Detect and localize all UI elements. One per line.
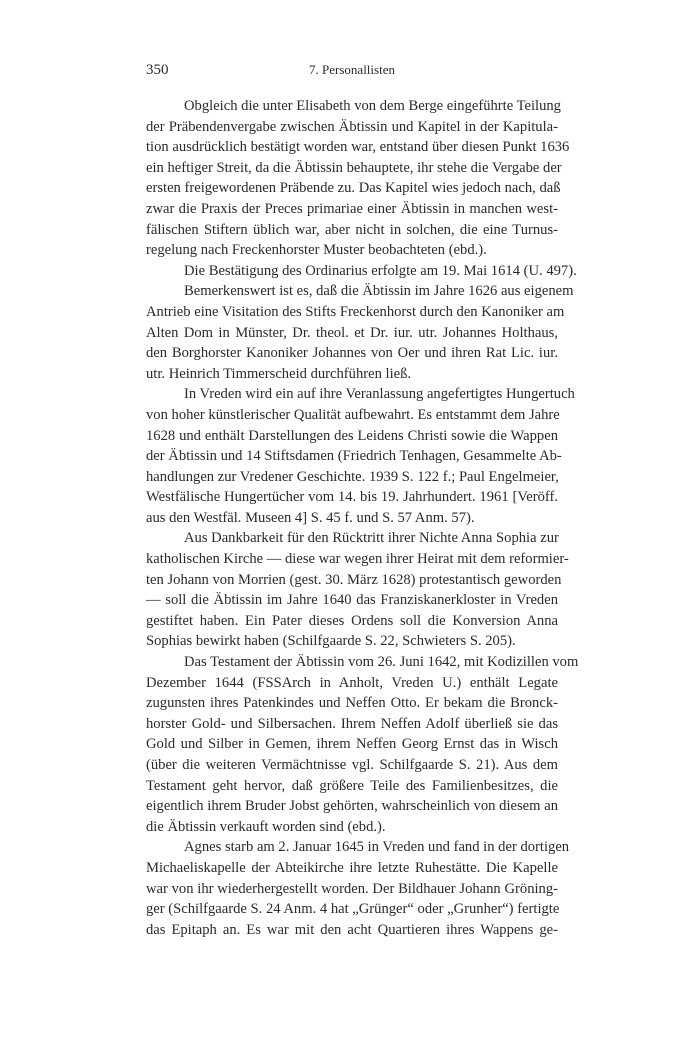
text-line: 1628 und enthält Darstellungen des Leidens Christi sowie die Wappen bbox=[146, 427, 558, 444]
body-text bbox=[146, 96, 579, 940]
text-line: Dezember 1644 (FSSArch in Anholt, Vreden U.) enthält Legate bbox=[146, 674, 558, 691]
text-line: utr. Heinrich Timmerscheid durchführen ließ. bbox=[146, 365, 412, 382]
text-line: ein heftiger Streit, da die Äbtissin behauptete, ihr stehe die Vergabe der bbox=[146, 159, 562, 176]
text-line: die Äbtissin verkauft worden sind (ebd.). bbox=[146, 818, 386, 835]
text-line: Agnes starb am 2. Januar 1645 in Vreden und fand in der dortigen bbox=[184, 839, 570, 856]
text-line: regelung nach Freckenhorster Muster beobachteten (ebd.). bbox=[146, 242, 487, 259]
text-line: (über die weiteren Vermächtnisse vgl. Schilfgaarde S. 21). Aus dem bbox=[146, 757, 558, 773]
text-line: Antrieb eine Visitation des Stifts Freckenhorst durch den Kanoniker am bbox=[146, 303, 565, 320]
text-line: Obgleich die unter Elisabeth von dem Berge eingeführte Teilung bbox=[184, 98, 561, 114]
text-line: zwar die Praxis der Preces primariae einer Äbtissin in manchen west- bbox=[146, 200, 558, 217]
text-line: Michaeliskapelle der Abteikirche ihre letzte Ruhestätte. Die Kapelle bbox=[146, 859, 558, 876]
text-line: zugunsten ihres Patenkindes und Neffen Otto. Er bekam die Bronck- bbox=[146, 695, 558, 712]
text-line: gestiftet haben. Ein Pater dieses Ordens soll die Konversion Anna bbox=[146, 612, 558, 629]
text-line: Alten Dom in Münster, Dr. theol. et Dr. iur. utr. Johannes Holthaus, bbox=[146, 324, 558, 341]
text-line: handlungen zur Vredener Geschichte. 1939 S. 122 f.; Paul Engelmeier, bbox=[146, 468, 559, 485]
text-line: war von ihr wiederhergestellt worden. Der Bildhauer Johann Gröning- bbox=[146, 880, 558, 897]
text-line: Sophias bewirkt haben (Schilfgaarde S. 22, Schwieters S. 205). bbox=[146, 633, 516, 650]
text-line: Gold und Silber in Gemen, ihrem Neffen Georg Ernst das in Wisch bbox=[146, 736, 558, 753]
text-line: Aus Dankbarkeit für den Rücktritt ihrer Nichte Anna Sophia zur bbox=[184, 530, 559, 547]
text-line: — soll die Äbtissin im Jahre 1640 das Franziskanerkloster in Vreden bbox=[146, 592, 558, 609]
text-line: Bemerkenswert ist es, daß die Äbtissin im Jahre 1626 aus eigenem bbox=[184, 283, 574, 300]
text-line: ger (Schilfgaarde S. 24 Anm. 4 hat „Grünger“ oder „Grunher“) fertigte bbox=[146, 901, 560, 918]
running-title: 7. Personallisten bbox=[309, 62, 395, 77]
text-line: Westfälische Hungertücher vom 14. bis 19. Jahrhundert. 1961 [Veröff. bbox=[146, 489, 558, 506]
text-line: Testament geht hervor, daß größere Teile des Familienbesitzes, die bbox=[146, 777, 558, 794]
text-line: tion ausdrücklich bestätigt worden war, entstand über diesen Punkt 1636 bbox=[146, 139, 570, 156]
text-line: ten Johann von Morrien (gest. 30. März 1628) protestantisch geworden bbox=[146, 571, 562, 588]
text-line: In Vreden wird ein auf ihre Veranlassung angefertigtes Hungertuch bbox=[184, 386, 575, 403]
text-line: fälischen Stiftern üblich war, aber nicht in solchen, die eine Turnus- bbox=[146, 221, 558, 238]
page-header bbox=[146, 62, 558, 82]
text-line: aus den Westfäl. Museen 4] S. 45 f. und S. 57 Anm. 57). bbox=[146, 509, 475, 526]
text-line: Das Testament der Äbtissin vom 26. Juni 1642, mit Kodizillen vom bbox=[184, 654, 579, 671]
text-line: Die Bestätigung des Ordinarius erfolgte am 19. Mai 1614 (U. 497). bbox=[184, 262, 577, 279]
text-line: ersten freigewordenen Präbende zu. Das Kapitel wies jedoch nach, daß bbox=[146, 180, 561, 197]
text-line: der Äbtissin und 14 Stiftsdamen (Friedrich Tenhagen, Gesammelte Ab- bbox=[146, 448, 562, 465]
text-line: eigentlich ihrem Bruder Jobst gehörten, wahrscheinlich von diesem an bbox=[146, 798, 558, 815]
page-number: 350 bbox=[146, 62, 169, 78]
text-line: katholischen Kirche — diese war wegen ihrer Heirat mit dem reformier- bbox=[146, 551, 569, 568]
text-line: der Präbendenvergabe zwischen Äbtissin und Kapitel in der Kapitula- bbox=[146, 118, 558, 135]
text-line: von hoher künstlerischer Qualität aufbewahrt. Es entstammt dem Jahre bbox=[146, 406, 560, 423]
text-line: horster Gold- und Silbersachen. Ihrem Neffen Adolf überließ sie das bbox=[146, 715, 558, 732]
text-line: das Epitaph an. Es war mit den acht Quartieren ihres Wappens ge- bbox=[146, 921, 558, 938]
text-line: den Borghorster Kanoniker Johannes von Oer und ihren Rat Lic. iur. bbox=[146, 345, 558, 362]
